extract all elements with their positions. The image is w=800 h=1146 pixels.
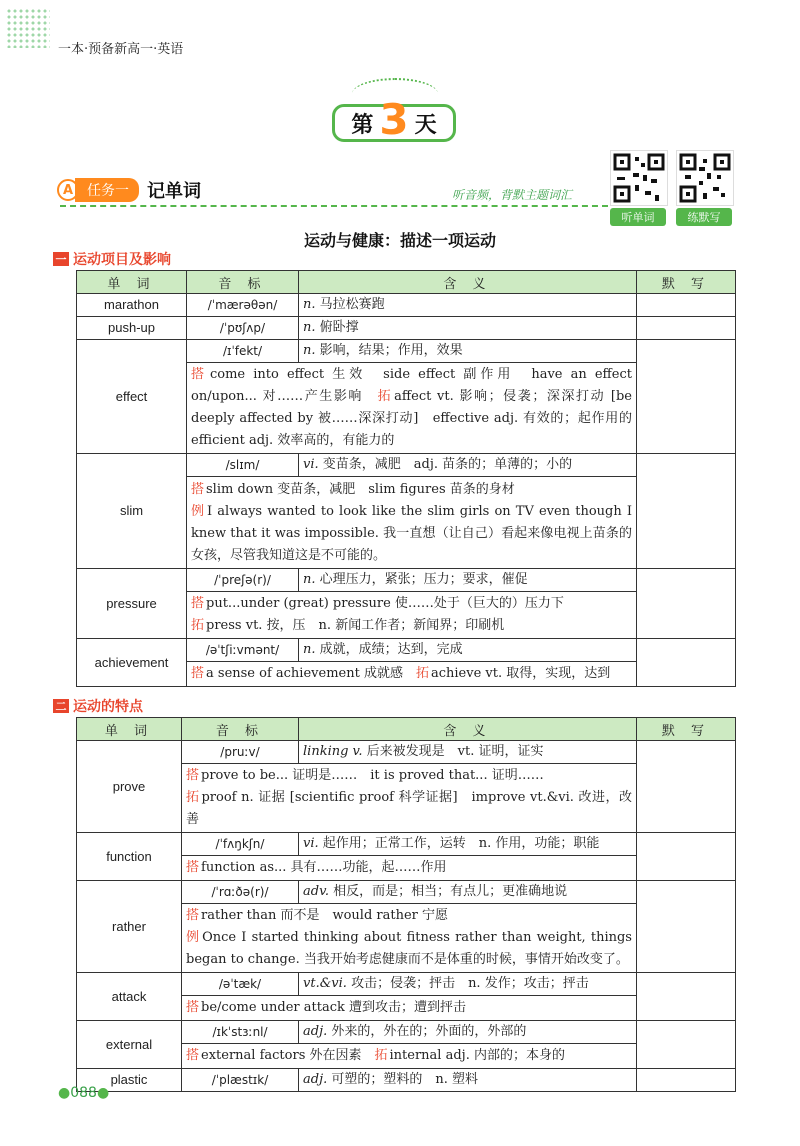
task-title: 记单词 <box>147 181 201 202</box>
col-word: 单 词 <box>77 718 182 741</box>
phonetic: /ˈmærəθən/ <box>187 294 299 317</box>
dictation-cell[interactable] <box>637 294 736 317</box>
table-row <box>77 973 736 996</box>
extras: 搭 come into effect 生效 side effect 副作用 have an effect on/upon... 对……产生影响 拓 affect vt. 影响；侵袭；深深打动 [be deeply affected by 被……深深打动] effective adj. 有效的；起作用的 efficient adj. 效率高的，有能力的 <box>187 363 637 454</box>
collocation-tag: 搭 <box>186 1048 200 1063</box>
section-title: 运动的特点 <box>73 699 143 715</box>
divider <box>60 205 608 207</box>
phonetic: /ˈplæstɪk/ <box>182 1069 299 1092</box>
collocation-tag: 搭 <box>186 908 200 923</box>
meaning: n. 马拉松赛跑 <box>299 294 637 317</box>
extras: 搭 be/come under attack 遭到攻击；遭到抨击 <box>182 996 637 1021</box>
table-header-row <box>77 718 736 741</box>
extension-tag: 拓 <box>374 1048 388 1063</box>
meaning: adj. 可塑的；塑料的 n. 塑料 <box>299 1069 637 1092</box>
word: achievement <box>77 639 187 687</box>
collocation-tag: 搭 <box>191 367 208 382</box>
table-row <box>77 569 736 592</box>
table-row <box>77 833 736 856</box>
day-number: 3 <box>379 95 409 144</box>
col-dictation: 默 写 <box>637 271 736 294</box>
dictation-cell[interactable] <box>637 454 736 569</box>
extension-tag: 拓 <box>191 618 205 633</box>
phonetic: /ˈrɑːðə(r)/ <box>182 881 299 904</box>
word: attack <box>77 973 182 1021</box>
meaning: linking v. 后来被发现是 vt. 证明，证实 <box>299 741 637 764</box>
decorative-dots <box>6 8 50 48</box>
meaning: vi. 起作用；正常工作，运转 n. 作用，功能；职能 <box>299 833 637 856</box>
day-suffix: 天 <box>414 112 437 138</box>
table-row <box>77 340 736 363</box>
dictation-cell[interactable] <box>637 340 736 454</box>
meaning: vi. 变苗条，减肥 adj. 苗条的；单薄的；小的 <box>299 454 637 477</box>
table-row <box>77 1021 736 1044</box>
extras: 搭 put...under (great) pressure 使……处于（巨大的）压力下 拓 press vt. 按，压 n. 新闻工作者；新闻界；印刷机 <box>187 592 637 639</box>
collocation-tag: 搭 <box>186 1000 200 1015</box>
phonetic: /əˈtæk/ <box>182 973 299 996</box>
phonetic: /ɪˈfekt/ <box>187 340 299 363</box>
dictation-cell[interactable] <box>637 1021 736 1069</box>
running-header: 一本·预备新高一·英语 <box>58 42 184 57</box>
dictation-cell[interactable] <box>637 741 736 833</box>
meaning: n. 影响，结果；作用，效果 <box>299 340 637 363</box>
table-header-row <box>77 271 736 294</box>
listen-hint: 听音频，背默主题词汇 <box>452 188 573 202</box>
task-letter: A <box>57 179 79 201</box>
section-heading <box>53 249 171 269</box>
table-row <box>77 881 736 904</box>
col-meaning: 含 义 <box>299 271 637 294</box>
meaning: vt.&vi. 攻击；侵袭；抨击 n. 发作；攻击；抨击 <box>299 973 637 996</box>
word: marathon <box>77 294 187 317</box>
qr-code-dictation[interactable] <box>676 150 732 226</box>
word: push-up <box>77 317 187 340</box>
example-tag: 例 <box>186 930 201 945</box>
qr-label: 练默写 <box>676 208 732 226</box>
extras: 搭 external factors 外在因素 拓 internal adj. 内部的；本身的 <box>182 1044 637 1069</box>
phonetic: /ˈfʌŋkʃn/ <box>182 833 299 856</box>
dictation-cell[interactable] <box>637 639 736 687</box>
qr-code-icon <box>610 150 668 206</box>
col-word: 单 词 <box>77 271 187 294</box>
dictation-cell[interactable] <box>637 833 736 881</box>
table-row <box>77 639 736 662</box>
collocation-tag: 搭 <box>186 768 200 783</box>
extras: 搭 function as... 具有……功能，起……作用 <box>182 856 637 881</box>
dictation-cell[interactable] <box>637 317 736 340</box>
table-row <box>77 454 736 477</box>
meaning: adj. 外来的，外在的；外面的，外部的 <box>299 1021 637 1044</box>
topic-title: 运动与健康：描述一项运动 <box>303 231 496 250</box>
extension-tag: 拓 <box>186 790 200 805</box>
col-meaning: 含 义 <box>299 718 637 741</box>
meaning: n. 俯卧撑 <box>299 317 637 340</box>
word: plastic <box>77 1069 182 1092</box>
day-prefix: 第 <box>351 112 374 138</box>
example-tag: 例 <box>191 503 206 519</box>
word: function <box>77 833 182 881</box>
dictation-cell[interactable] <box>637 1069 736 1092</box>
word: external <box>77 1021 182 1069</box>
extras: 搭 a sense of achievement 成就感 拓 achieve vt. 取得，实现，达到 <box>187 662 637 687</box>
word: pressure <box>77 569 187 639</box>
word: effect <box>77 340 187 454</box>
phonetic: /ˈpʊʃʌp/ <box>187 317 299 340</box>
page-number: ●088● <box>58 1085 110 1101</box>
qr-label: 听单词 <box>610 208 666 226</box>
table-row <box>77 1069 736 1092</box>
phonetic: /ˈpreʃə(r)/ <box>187 569 299 592</box>
vocab-table <box>76 270 736 687</box>
phonetic: /ɪkˈstɜːnl/ <box>182 1021 299 1044</box>
meaning: n. 心理压力，紧张；压力；要求，催促 <box>299 569 637 592</box>
meaning: adv. 相反，而是；相当；有点儿；更准确地说 <box>299 881 637 904</box>
col-dictation: 默 写 <box>637 718 736 741</box>
phonetic: /əˈtʃiːvmənt/ <box>187 639 299 662</box>
qr-code-icon <box>676 150 734 206</box>
collocation-tag: 搭 <box>191 481 205 497</box>
day-badge <box>332 95 460 146</box>
extras: 搭 rather than 而不是 would rather 宁愿 例 Once I started thinking about fitness rather than weight, things began to change. 当我开始考虑健康而不是体重的时候，事情开始改变了。 <box>182 904 637 973</box>
collocation-tag: 搭 <box>191 596 205 611</box>
col-phonetic: 音 标 <box>187 271 299 294</box>
collocation-tag: 搭 <box>191 666 205 681</box>
collocation-tag: 搭 <box>186 860 200 875</box>
table-row <box>77 741 736 764</box>
word: rather <box>77 881 182 973</box>
phonetic: /slɪm/ <box>187 454 299 477</box>
extras: 搭 slim down 变苗条，减肥 slim figures 苗条的身材 例 I always wanted to look like the slim girls on TV even though I knew that it was impossible. 我一直想（让自己）看起来像电视上苗条的女孩，尽管我知道这是不可能的。 <box>187 477 637 569</box>
phonetic: /pruːv/ <box>182 741 299 764</box>
dictation-cell[interactable] <box>637 569 736 639</box>
extension-tag: 拓 <box>377 389 393 404</box>
meaning: n. 成就，成绩；达到，完成 <box>299 639 637 662</box>
col-phonetic: 音 标 <box>182 718 299 741</box>
section-title: 运动项目及影响 <box>73 252 171 268</box>
qr-code-listen[interactable] <box>610 150 666 226</box>
vocab-table <box>76 717 736 1092</box>
word: prove <box>77 741 182 833</box>
task-heading <box>57 178 201 202</box>
section-heading <box>53 696 143 716</box>
extension-tag: 拓 <box>415 666 429 681</box>
dictation-cell[interactable] <box>637 881 736 973</box>
section-number: 二 <box>53 699 69 713</box>
section-number: 一 <box>53 252 69 266</box>
dictation-cell[interactable] <box>637 973 736 1021</box>
table-row <box>77 294 736 317</box>
table-row <box>77 317 736 340</box>
word: slim <box>77 454 187 569</box>
task-label: 任务一 <box>75 178 139 202</box>
extras: 搭 prove to be... 证明是…… it is proved that... 证明…… 拓 proof n. 证据 [scientific proof 科学证据] improve vt.&vi. 改进，改善 <box>182 764 637 833</box>
